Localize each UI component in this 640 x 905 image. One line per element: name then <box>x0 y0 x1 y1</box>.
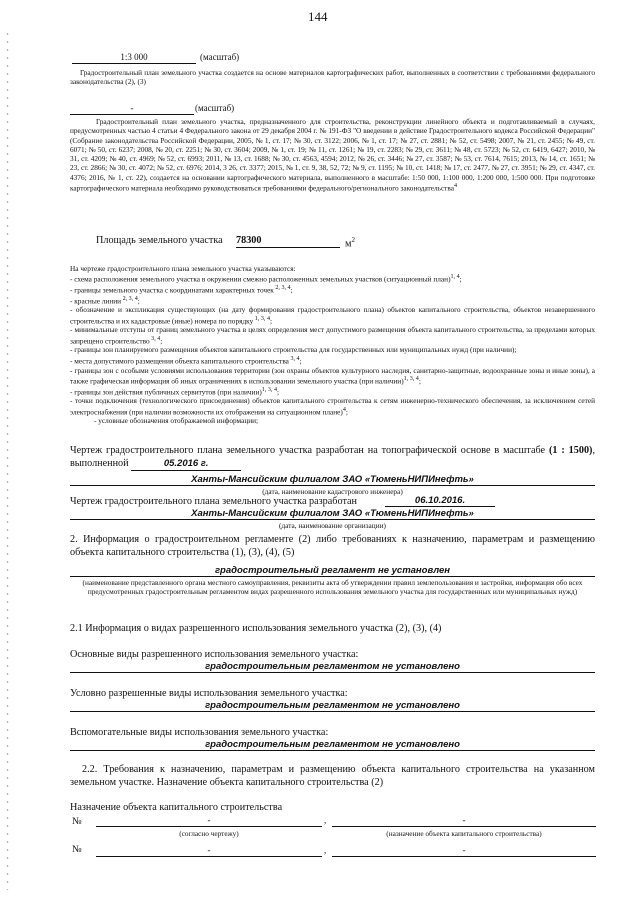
drawing-dev-text: Чертеж градостроительного плана земельного участка разработан <box>70 496 357 507</box>
legend-item: - схема расположения земельного участка в окружении смежно расположенных земельных участков (ситуационный план)$^{1, 4}$; <box>70 274 462 284</box>
legend-item: - границы зон действия публичных сервитутов (при наличии)$^{1, 3, 4}$; <box>70 386 280 396</box>
dev-org: Ханты-Мансийским филиалом ЗАО «ТюменьНИПИнефть» <box>70 508 595 520</box>
scale-value: 1:3 000 <box>72 52 196 64</box>
cap-drawing: (согласно чертежу) <box>179 829 239 838</box>
legend-item: - условные обозначения отображаемой информации; <box>94 416 259 426</box>
drawing-num-1: - <box>96 815 322 827</box>
legend-item: - границы земельного участка с координатами характерных точек $^{2, 3, 4}$; <box>70 285 293 295</box>
legend-item: - места допустимого размещения объекта капитального строительства $^{3, 4}$; <box>70 355 302 366</box>
section21-title: 2.1 Информация о видах разрешенного использования земельного участка (2), (3), (4) <box>70 623 442 634</box>
legend-block <box>70 264 595 426</box>
page-number: 144 <box>308 9 328 24</box>
scale-label: (масштаб) <box>200 52 240 62</box>
section22-title: 2.2. Требования к назначению, параметрам и размещению объекта капитального строительства на указанном земельном участке. Назначение объекта капитального строительства (2) <box>70 764 595 788</box>
note-cartographic: Градостроительный план земельного участка создается на основе материалов картографических работ, выполненных в соответствии с требованиями федерального законодательства (2), (3) <box>70 68 595 87</box>
area-value: 78300 <box>236 234 340 248</box>
linear-object-paragraph: Градостроительный план земельного участка, предназначенного для строительства, реконструкции линейного объекта и подготавливаемый в случаях, предусмотренных частью 4 статьи 4 Федерального закона от 29 декабря 2004 г. № 191-ФЗ "О введении в действие Градостроительного кодекса Российской Федерации" (Собрание законодательства Российской Федерации, 2005, № 1, ст. 17; № 30, ст. 3122; 2006, № 1, ст. 17; № 27, ст. 2881; № 52, ст. 5498; 2007, № 21, ст. 2455; № 49, ст. 6071; № 50, ст. 6237; 2008, № 20, ст. 2251; № 30, ст. 3604; 2009, № 1, ст. 19; № 11, ст. 1261; № 19, ст. 2283; № 29, ст. 3611; № 48, ст. 5723; № 52, ст. 6419, 6427; 2010, № 31, ст. 4209; № 40, ст. 4969; № 52, ст. 6993; 2011, № 13, ст. 1688; № 30, ст. 4563, 4594; 2012, № 26, ст. 3446; № 27, ст. 3587; № 53, ст. 7614, 7615; 2013, № 14, ст. 1651; № 23, ст. 2866; № 30, ст. 4072; № 52, ст. 6976; 2014, 3 26, ст. 3377; 2015, № 1, ст. 9, 38, 52, 72; № 9, ст. 1195; № 10, ст. 1418; № 17, ст. 2477, № 27, ст. 3951; № 29, ст. 4347, ст. 4376; 2016, № 1, ст. 22), создается на основании картографического материала, выполненного в масштабе: 1:50 000, 1:100 000, 1:200 000, 1:500 000. При подготовке картографического материала необходимо руководствоваться требованиями федерального/регионального законодательства$^4$ <box>70 117 595 193</box>
purpose-2: - <box>332 845 596 857</box>
area-label: Площадь земельного участка <box>96 235 223 246</box>
legend-item: - минимальные отступы от границ земельного участка в целях определения мест допустимого размещения объекта капитального строительства, за пределами которых запрещено строительство $^{3, 4}$; <box>70 325 595 346</box>
cap-purpose: (назначение объекта капитального строительства) <box>386 829 542 838</box>
scale2-label: (масштаб) <box>195 103 235 113</box>
aux-uses-value: градостроительным регламентом не установлено <box>70 739 595 751</box>
num-sign-2: № <box>72 844 82 855</box>
topo-org: Ханты-Мансийским филиалом ЗАО «ТюменьНИПИнефть» <box>70 474 595 486</box>
aux-uses-label: Вспомогательные виды использования земельного участка: <box>70 727 329 738</box>
dev-caption: (дата, наименование организации) <box>279 521 386 530</box>
cond-uses-value: градостроительным регламентом не установлено <box>70 700 595 712</box>
legend-item: - обозначение и экспликация существующих (на дату формирования градостроительного плана) объектов капитального строительства, объектов незавершенного строительства и их кадастровые (иные) номера по порядку $^{1, 3, 4}$; <box>70 305 595 326</box>
topo-caption: (дата, наименование кадастрового инженера) <box>262 487 403 496</box>
binding-margin-dots <box>6 30 9 890</box>
drawing-topo-text: Чертеж градостроительного плана земельного участка разработан на топографической основе в масштабе (1 : 1500), выполненной 05.2016 г. <box>70 445 595 469</box>
drawing-num-2: - <box>96 845 322 857</box>
area-unit: $м^2$ <box>345 236 355 250</box>
cond-uses-label: Условно разрешенные виды использования земельного участка: <box>70 688 348 699</box>
legend-item: - точки подключения (технологического присоединения) объектов капитального строительства к сетям инженерно-технического обеспечения, за исключением сетей электроснабжения (при наличии возможности их отображения на ситуационном плане)$^4$; <box>70 396 595 416</box>
legend-item: - границы зон с особыми условиями использования территории (зон охраны объектов культурного наследия, санитарно-защитные, водоохранные зоны и иные зоны), а также графическая информация об иных ограничениях в использовании земельного участка (при наличии)$^{1, 3, 4}$; <box>70 365 595 386</box>
scale2-value: - <box>70 103 194 115</box>
legend-item: - красные линии $^{2, 3, 4}$; <box>70 295 140 306</box>
legend-item: - границы зон планируемого размещения объектов капитального строительства для государственных или муниципальных нужд (при наличии); <box>70 345 517 355</box>
legend-intro: На чертеже градостроительного плана земельного участка указываются: <box>70 264 296 273</box>
purpose-1: - <box>332 815 596 827</box>
main-uses-label: Основные виды разрешенного использования земельного участка: <box>70 649 359 660</box>
purpose-label: Назначение объекта капитального строительства <box>70 802 283 813</box>
section2-caption: (наименование представленного органа местного самоуправления, реквизиты акта об утверждении правил землепользования и застройки, информация обо всех предусмотренных градостроительным регламентом видах разрешенного использования земельного участка для государственных или муниципальных нужд) <box>82 578 583 597</box>
section2-title: 2. Информация о градостроительном регламенте (2) либо требованиях к назначению, параметрам и размещению объекта капитального строительства (1), (3), (4), (5) <box>70 534 595 558</box>
topo-date: 05.2016 г. <box>131 457 241 471</box>
section2-value: градостроительный регламент не установлен <box>70 565 595 577</box>
dev-date: 06.10.2016. <box>385 495 495 507</box>
main-uses-value: градостроительным регламентом не установлено <box>70 661 595 673</box>
num-sign: № <box>72 816 82 827</box>
